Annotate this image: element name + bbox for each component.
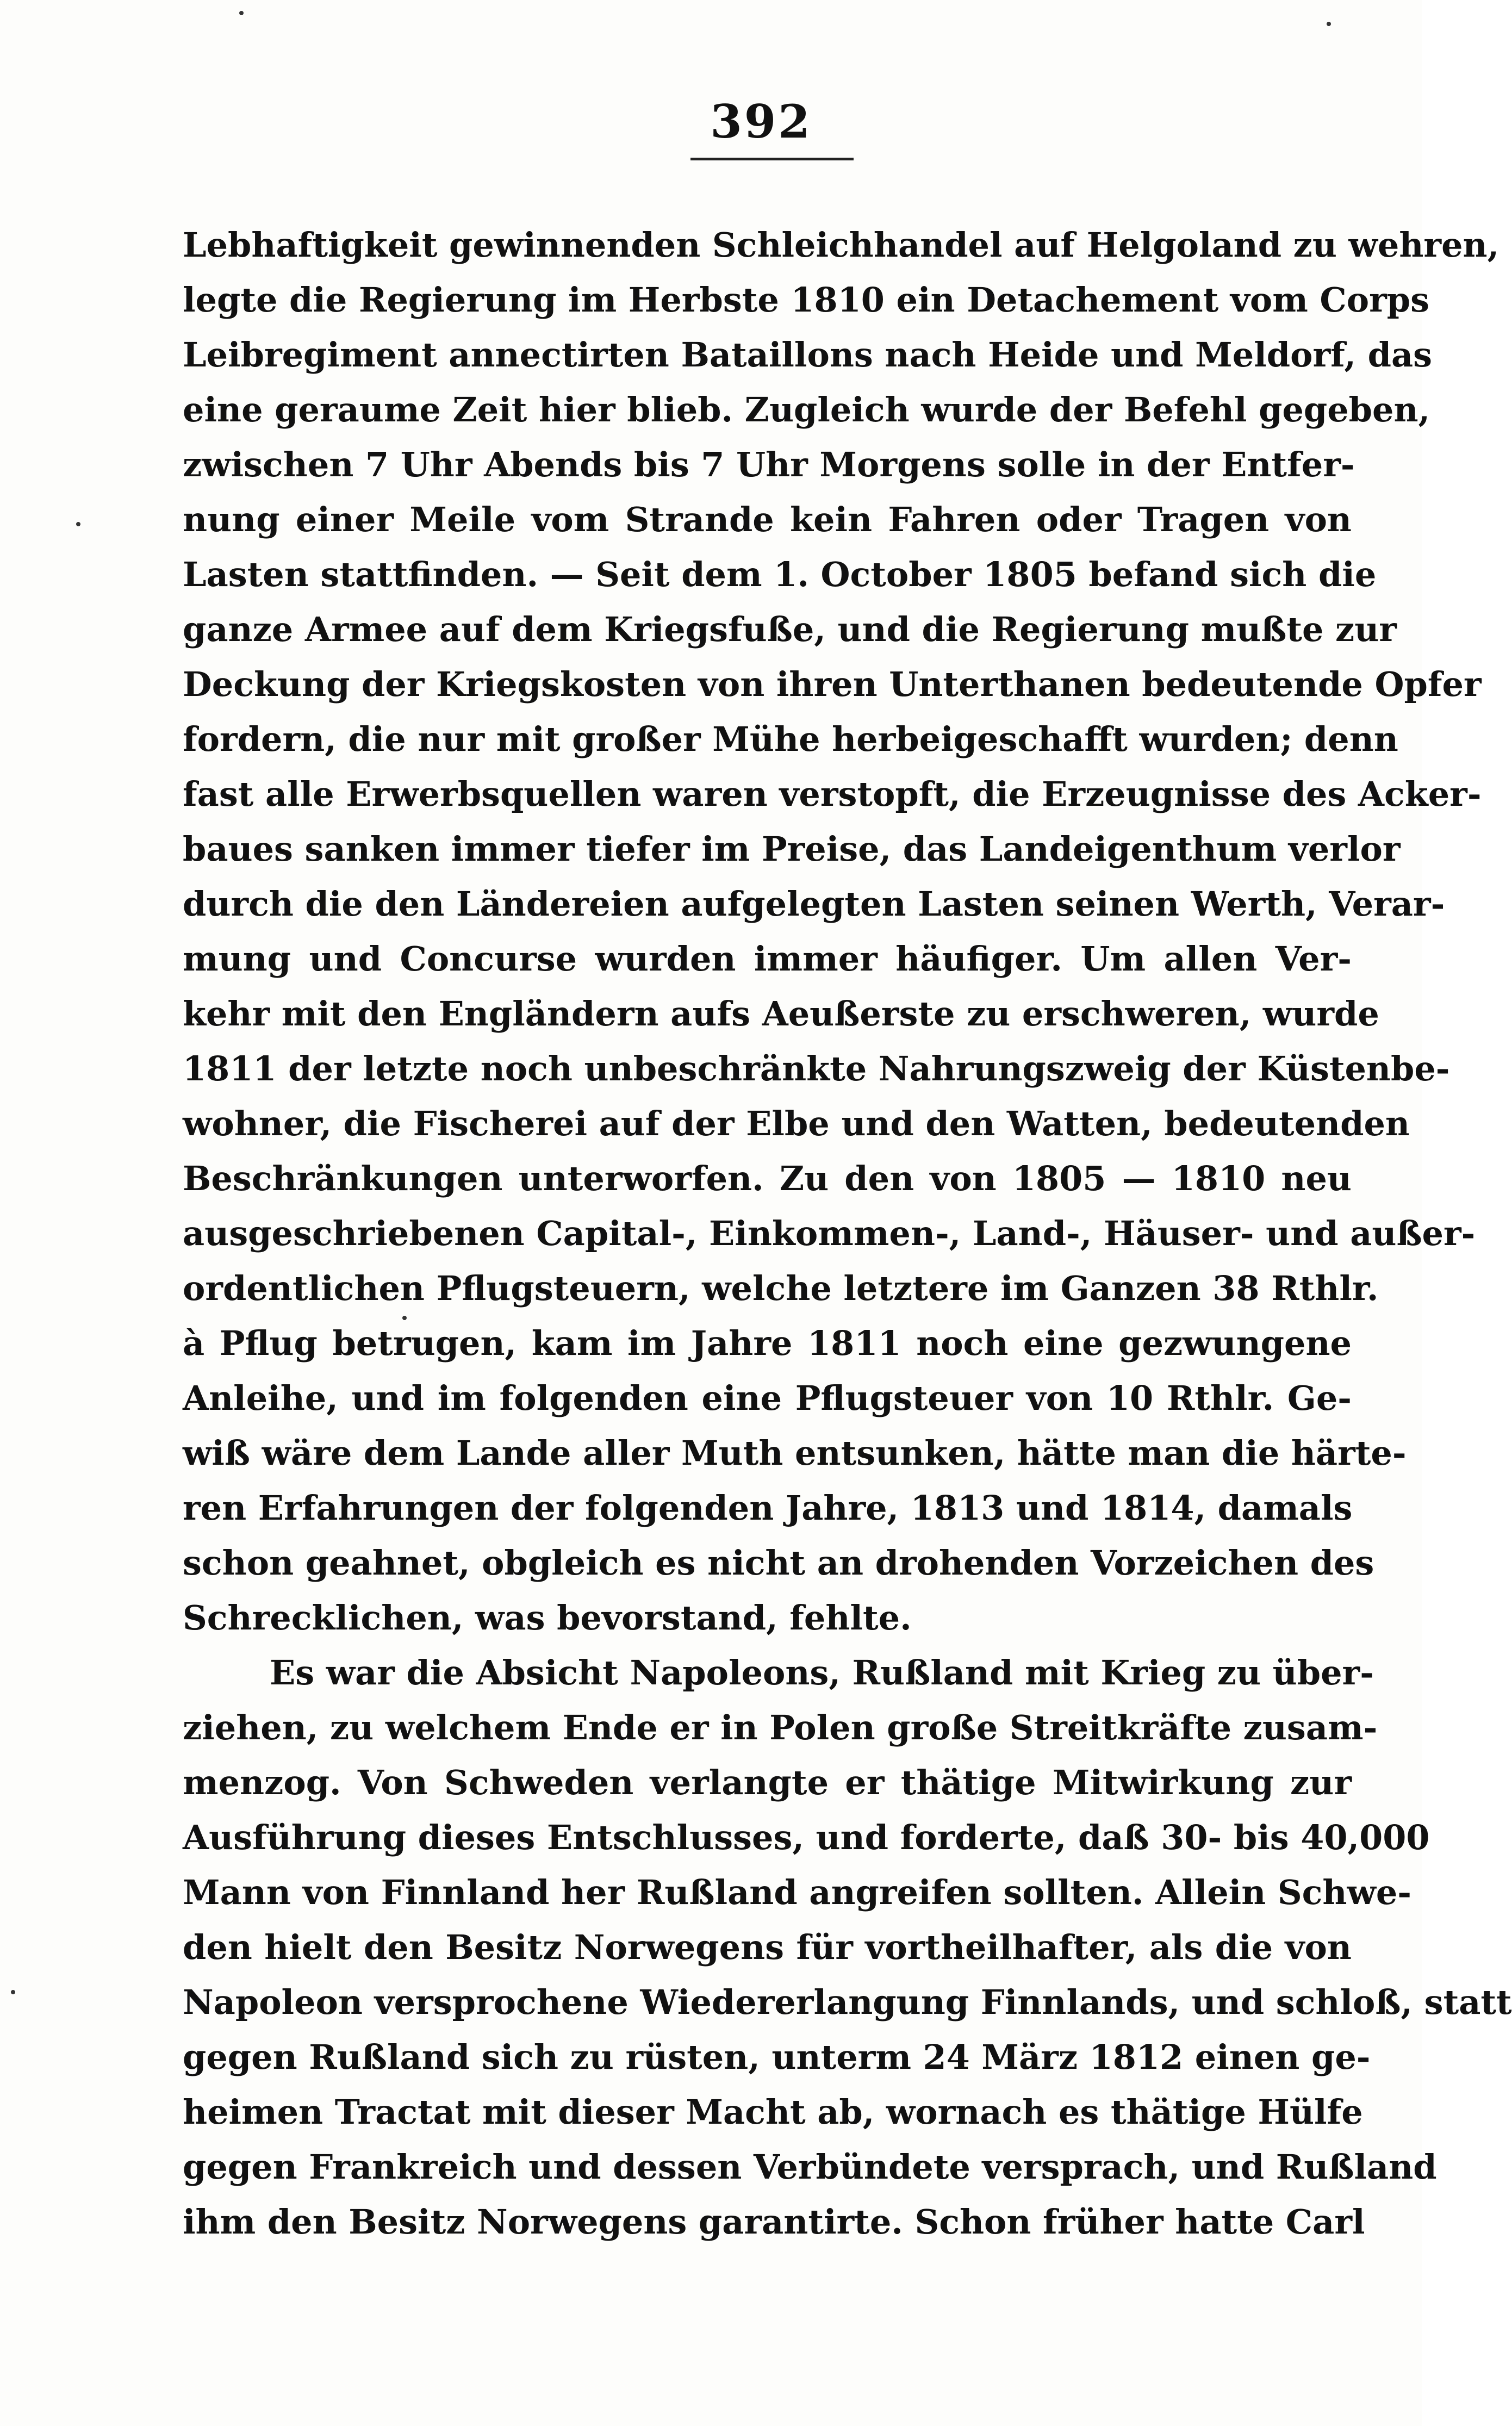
text-line: ziehen, zu welchem Ende er in Polen große Streitkräfte zusam- (183, 1708, 1378, 1747)
text-line: Ausführung dieses Entschlusses, und forderte, daß 30- bis 40,000 (183, 1818, 1430, 1857)
text-line: à Pflug betrugen, kam im Jahre 1811 noch eine gezwungene (183, 1323, 1352, 1363)
print-speck (239, 11, 244, 15)
text-line: 1811 der letzte noch unbeschränkte Nahrungszweig der Küstenbe- (183, 1049, 1450, 1088)
text-line: schon geahnet, obgleich es nicht an drohenden Vorzeichen des (183, 1543, 1374, 1583)
text-line: den hielt den Besitz Norwegens für vortheilhafter, als die von (183, 1927, 1352, 1967)
text-line: Anleihe, und im folgenden eine Pflugsteuer von 10 Rthlr. Ge- (183, 1378, 1352, 1418)
print-speck (11, 1990, 15, 1994)
paragraph-1 (183, 217, 1499, 1645)
text-line: Deckung der Kriegskosten von ihren Unterthanen bedeutende Opfer (183, 664, 1482, 704)
body-text (183, 217, 1512, 2249)
text-line: ordentlichen Pflugsteuern, welche letztere im Ganzen 38 Rthlr. (183, 1268, 1379, 1308)
print-speck (76, 522, 80, 526)
text-line: kehr mit den Engländern aufs Aeußerste zu erschweren, wurde (183, 994, 1379, 1034)
text-line: fordern, die nur mit großer Mühe herbeigeschafft wurden; denn (183, 719, 1398, 759)
text-line: wohner, die Fischerei auf der Elbe und den Watten, bedeutenden (183, 1104, 1410, 1143)
text-line: ihm den Besitz Norwegens garantirte. Schon früher hatte Carl (183, 2202, 1365, 2242)
page-number-rule (690, 158, 854, 160)
text-line: Mann von Finnland her Rußland angreifen sollten. Allein Schwe- (183, 1873, 1412, 1912)
text-line: ausgeschriebenen Capital-, Einkommen-, Land-, Häuser- und außer- (183, 1214, 1476, 1253)
text-line: wiß wäre dem Lande aller Muth entsunken, hätte man die härte- (183, 1433, 1407, 1473)
text-line: Schrecklichen, was bevorstand, fehlte. (183, 1598, 912, 1638)
print-speck (1327, 22, 1331, 26)
print-speck (402, 1316, 407, 1320)
text-line: fast alle Erwerbsquellen waren verstopft, die Erzeugnisse des Acker- (183, 774, 1482, 814)
text-line: Napoleon versprochene Wiedererlangung Finnlands, und schloß, statt (183, 1982, 1512, 2022)
text-line: zwischen 7 Uhr Abends bis 7 Uhr Morgens solle in der Entfer- (183, 445, 1355, 484)
paragraph-2 (183, 1645, 1512, 2249)
text-line: mung und Concurse wurden immer häufiger. Um allen Ver- (183, 939, 1352, 979)
text-line: Lasten stattfinden. — Seit dem 1. October 1805 befand sich die (183, 555, 1377, 594)
text-line: gegen Rußland sich zu rüsten, unterm 24 März 1812 einen ge- (183, 2037, 1371, 2077)
text-line: nung einer Meile vom Strande kein Fahren oder Tragen von (183, 500, 1352, 539)
text-line: legte die Regierung im Herbste 1810 ein Detachement vom Corps (183, 280, 1430, 320)
text-line: durch die den Ländereien aufgelegten Lasten seinen Werth, Verar- (183, 884, 1445, 924)
text-line: baues sanken immer tiefer im Preise, das Landeigenthum verlor (183, 829, 1401, 869)
text-line: Lebhaftigkeit gewinnenden Schleichhandel auf Helgoland zu wehren, (183, 225, 1499, 265)
text-line: eine geraume Zeit hier blieb. Zugleich wurde der Befehl gegeben, (183, 390, 1430, 430)
text-line: Es war die Absicht Napoleons, Rußland mit Krieg zu über- (270, 1653, 1374, 1693)
text-line: gegen Frankreich und dessen Verbündete versprach, und Rußland (183, 2147, 1437, 2187)
text-line: ren Erfahrungen der folgenden Jahre, 1813 und 1814, damals (183, 1488, 1353, 1528)
text-line: ganze Armee auf dem Kriegsfuße, und die Regierung mußte zur (183, 609, 1397, 649)
text-line: Leibregiment annectirten Bataillons nach Heide und Meldorf, das (183, 335, 1433, 375)
page-number: 392 (710, 95, 812, 148)
text-line: Beschränkungen unterworfen. Zu den von 1805 — 1810 neu (183, 1159, 1352, 1198)
text-line: heimen Tractat mit dieser Macht ab, wornach es thätige Hülfe (183, 2092, 1363, 2132)
text-line: menzog. Von Schweden verlangte er thätige Mitwirkung zur (183, 1763, 1352, 1802)
